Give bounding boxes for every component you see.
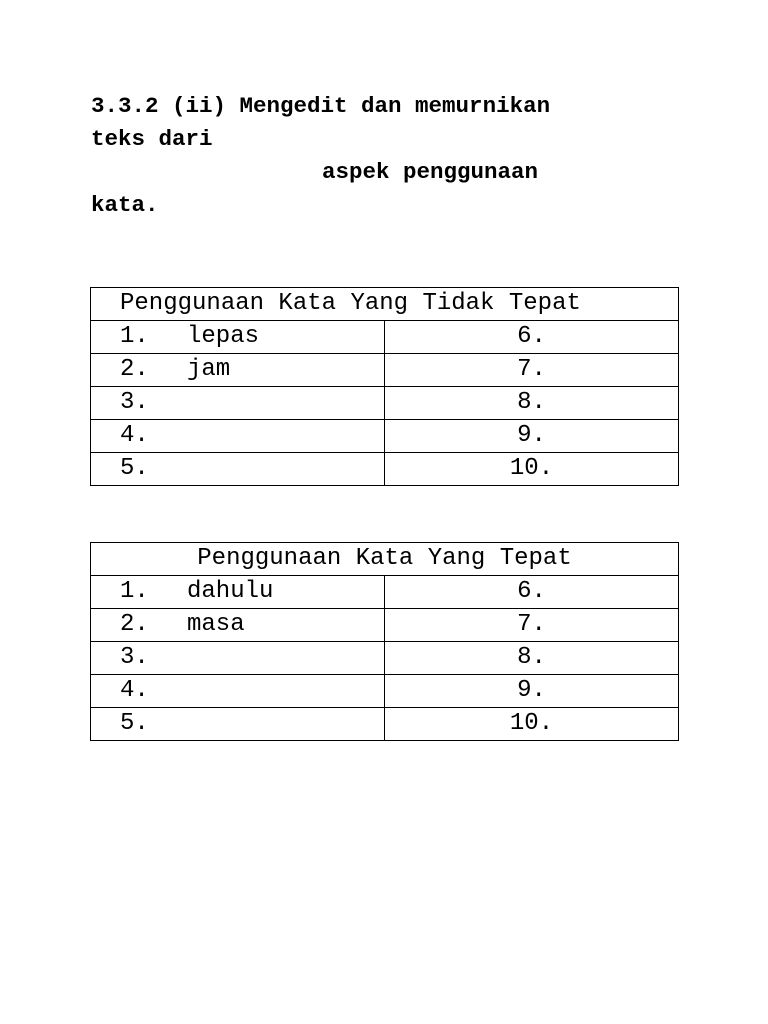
heading-line-3: aspek penggunaan bbox=[322, 159, 539, 185]
table-cell-left bbox=[91, 387, 385, 420]
item-number: 1. bbox=[120, 323, 149, 350]
item-word: dahulu bbox=[187, 578, 274, 605]
table-cell-left bbox=[91, 675, 385, 708]
table-cell-right: 10. bbox=[385, 453, 679, 486]
table-cell-right: 8. bbox=[385, 387, 679, 420]
item-number: 3. bbox=[120, 389, 149, 416]
table-row bbox=[91, 321, 679, 354]
item-number: 4. bbox=[120, 422, 149, 449]
table-cell-left bbox=[91, 453, 385, 486]
section-heading bbox=[91, 90, 731, 222]
heading-line-2: teks dari bbox=[91, 126, 213, 152]
table-header-row bbox=[91, 288, 679, 321]
heading-line-4: kata. bbox=[91, 192, 159, 218]
table-correct-word-usage bbox=[90, 542, 679, 741]
table-row bbox=[91, 609, 679, 642]
table-row bbox=[91, 453, 679, 486]
table-row bbox=[91, 675, 679, 708]
item-number: 4. bbox=[120, 677, 149, 704]
table-cell-right: 9. bbox=[385, 420, 679, 453]
table-row bbox=[91, 387, 679, 420]
table-cell-left bbox=[91, 354, 385, 387]
table-row bbox=[91, 354, 679, 387]
item-number: 1. bbox=[120, 578, 149, 605]
table-cell-left bbox=[91, 642, 385, 675]
table-cell-right: 7. bbox=[385, 354, 679, 387]
table-cell-right: 7. bbox=[385, 609, 679, 642]
item-word: jam bbox=[187, 356, 231, 383]
table-cell-right: 10. bbox=[385, 708, 679, 741]
table-title: Penggunaan Kata Yang Tidak Tepat bbox=[91, 288, 679, 321]
item-word: lepas bbox=[187, 323, 260, 350]
table-cell-left bbox=[91, 708, 385, 741]
table-cell-left bbox=[91, 609, 385, 642]
item-number: 5. bbox=[120, 710, 149, 737]
item-word: masa bbox=[187, 611, 245, 638]
item-number: 3. bbox=[120, 644, 149, 671]
table-row bbox=[91, 642, 679, 675]
table-title: Penggunaan Kata Yang Tepat bbox=[91, 543, 679, 576]
table-row bbox=[91, 708, 679, 741]
table-incorrect-word-usage bbox=[90, 287, 679, 486]
table-header-row bbox=[91, 543, 679, 576]
item-number: 2. bbox=[120, 356, 149, 383]
table-cell-left bbox=[91, 576, 385, 609]
table-row bbox=[91, 420, 679, 453]
table-cell-right: 6. bbox=[385, 576, 679, 609]
table-cell-left bbox=[91, 321, 385, 354]
table-cell-right: 8. bbox=[385, 642, 679, 675]
table-cell-right: 6. bbox=[385, 321, 679, 354]
table-cell-left bbox=[91, 420, 385, 453]
item-number: 5. bbox=[120, 455, 149, 482]
heading-line-1: 3.3.2 (ii) Mengedit dan memurnikan bbox=[91, 93, 551, 119]
item-number: 2. bbox=[120, 611, 149, 638]
table-cell-right: 9. bbox=[385, 675, 679, 708]
table-row bbox=[91, 576, 679, 609]
